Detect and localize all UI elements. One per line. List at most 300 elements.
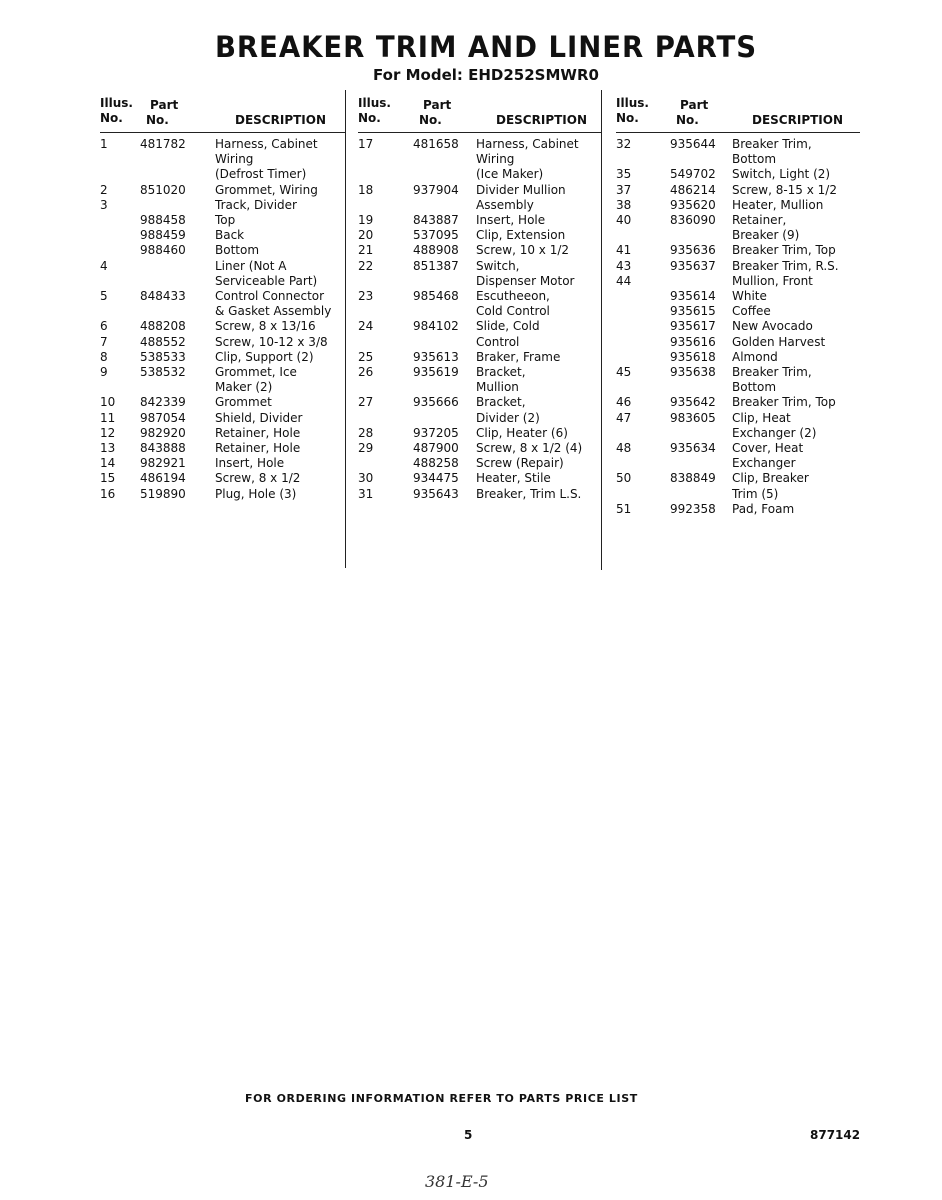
part-description	[215, 426, 300, 441]
part-number: 935620	[670, 197, 716, 212]
table-row	[100, 335, 345, 350]
part-description	[215, 411, 302, 426]
description-line: Screw, 8 x 13/16	[215, 319, 316, 334]
table-row	[100, 228, 345, 243]
part-description	[732, 502, 794, 517]
part-number: 851387	[413, 258, 459, 273]
part-description	[732, 137, 812, 167]
illus-number: 31	[358, 486, 374, 501]
table-row	[100, 487, 345, 502]
part-number: 486194	[140, 471, 186, 486]
description-line: Shield, Divider	[215, 410, 303, 425]
description-line: Clip, Support (2)	[215, 349, 314, 364]
description-line: New Avocado	[732, 319, 813, 334]
illus-number: 47	[616, 410, 632, 425]
part-number: 843887	[413, 213, 459, 228]
table-row	[358, 471, 601, 486]
description-line: Dispenser Motor	[476, 273, 575, 288]
column-header	[100, 96, 345, 133]
part-description	[215, 319, 316, 334]
description-line: Liner (Not A	[215, 258, 287, 273]
description-line: Clip, Heat	[732, 410, 791, 425]
table-row	[616, 350, 860, 365]
part-description	[476, 137, 579, 183]
illus-number: 4	[100, 258, 108, 273]
illus-number: 5	[100, 289, 108, 304]
part-description	[476, 243, 569, 258]
part-description	[215, 350, 314, 365]
part-description	[732, 289, 767, 304]
illus-number: 44	[616, 273, 632, 288]
table-row	[616, 365, 860, 395]
table-row	[616, 304, 860, 319]
part-number: 985468	[413, 289, 459, 304]
part-description	[732, 335, 825, 350]
illus-number: 14	[100, 456, 116, 471]
table-row	[616, 471, 860, 501]
part-number: 838849	[670, 471, 716, 486]
part-description	[732, 441, 803, 471]
illus-number: 13	[100, 441, 116, 456]
table-row	[616, 213, 860, 243]
part-number: 987054	[140, 410, 186, 425]
page-number: 5	[464, 1128, 473, 1142]
illus-number: 1	[100, 137, 108, 151]
parts-column	[100, 96, 345, 502]
description-line: & Gasket Assembly	[215, 304, 332, 319]
part-number: 935616	[670, 334, 716, 349]
part-number: 851020	[140, 182, 186, 197]
table-row	[358, 137, 601, 183]
description-line: Divider Mullion	[476, 182, 566, 197]
model-subtitle: For Model: EHD252SMWR0	[373, 66, 599, 84]
parts-list	[100, 133, 345, 502]
table-row	[100, 365, 345, 395]
part-number: 935617	[670, 319, 716, 334]
illus-number: 23	[358, 289, 374, 304]
description-line: White	[732, 289, 767, 304]
description-line: Screw (Repair)	[476, 456, 564, 471]
description-line: Retainer,	[732, 213, 787, 228]
illus-number: 19	[358, 213, 374, 228]
description-line: Screw, 10 x 1/2	[476, 243, 570, 258]
description-line: Track, Divider	[215, 197, 297, 212]
part-description	[476, 487, 581, 502]
description-header: DESCRIPTION	[235, 113, 327, 127]
part-description	[476, 183, 566, 213]
description-line: Cover, Heat	[732, 441, 804, 456]
description-header: DESCRIPTION	[752, 113, 844, 127]
part-description	[215, 198, 297, 213]
illus-number: 16	[100, 486, 116, 501]
description-line: Harness, Cabinet	[215, 137, 318, 151]
illus-number: 48	[616, 441, 632, 456]
illus-number: 8	[100, 349, 108, 364]
illus-number: 38	[616, 197, 632, 212]
part-number: 935642	[670, 395, 716, 410]
illus-number: 24	[358, 319, 374, 334]
description-line: Mullion	[476, 380, 519, 395]
part-number: 487900	[413, 441, 459, 456]
description-line: Retainer, Hole	[215, 425, 301, 440]
description-line: Control	[476, 334, 520, 349]
table-row	[100, 441, 345, 456]
part-description	[215, 456, 284, 471]
illus-number: 6	[100, 319, 108, 334]
part-number: 984102	[413, 319, 459, 334]
description-line: Almond	[732, 349, 778, 364]
table-row	[616, 167, 860, 182]
parts-column	[358, 96, 601, 502]
table-row	[616, 335, 860, 350]
part-description	[215, 395, 272, 410]
part-number: 488208	[140, 319, 186, 334]
description-line: Screw, 8 x 1/2	[215, 471, 301, 486]
part-description	[215, 441, 300, 456]
description-line: Bottom	[732, 380, 777, 395]
description-line: Clip, Heater (6)	[476, 425, 568, 440]
table-row	[358, 183, 601, 213]
part-header: No.	[419, 113, 442, 127]
column-divider	[601, 90, 602, 570]
part-description	[215, 137, 318, 183]
part-description	[215, 259, 317, 289]
part-number: 935619	[413, 365, 459, 380]
part-number: 988458	[140, 213, 186, 228]
description-line: Heater, Stile	[476, 471, 551, 486]
illus-number: 27	[358, 395, 374, 410]
part-description	[732, 304, 771, 319]
part-number: 836090	[670, 213, 716, 228]
description-header: DESCRIPTION	[496, 113, 588, 127]
description-line: Screw, 8 x 1/2 (4)	[476, 441, 583, 456]
table-row	[616, 289, 860, 304]
description-line: Top	[215, 213, 236, 228]
illus-header: Illus.	[358, 96, 391, 110]
description-line: Plug, Hole (3)	[215, 486, 297, 501]
part-description	[476, 228, 565, 243]
description-line: Harness, Cabinet	[476, 137, 579, 151]
illus-number: 37	[616, 182, 632, 197]
table-row	[358, 395, 601, 425]
handwritten-note: 381-E-5	[425, 1172, 489, 1191]
part-header: Part	[680, 98, 709, 112]
part-number: 488908	[413, 243, 459, 258]
illus-number: 18	[358, 182, 374, 197]
description-line: Switch,	[476, 258, 520, 273]
part-number	[140, 198, 215, 213]
parts-column	[616, 96, 860, 517]
table-row	[616, 183, 860, 198]
table-row	[100, 243, 345, 258]
column-header	[358, 96, 601, 133]
part-number: 538532	[140, 365, 186, 380]
illus-number	[616, 350, 670, 365]
part-description	[732, 198, 823, 213]
illus-header: Illus.	[616, 96, 649, 110]
illus-number: 30	[358, 471, 374, 486]
illus-number: 25	[358, 349, 374, 364]
description-line: (Ice Maker)	[476, 167, 544, 182]
description-line: Insert, Hole	[215, 456, 285, 471]
description-line: Switch, Light (2)	[732, 167, 831, 182]
part-number: 937205	[413, 425, 459, 440]
part-number: 992358	[670, 501, 716, 516]
description-line: Exchanger (2)	[732, 425, 817, 440]
illus-number: 50	[616, 471, 632, 486]
table-row	[100, 198, 345, 213]
page-title: BREAKER TRIM AND LINER PARTS	[214, 30, 758, 64]
illus-number: 12	[100, 425, 116, 440]
illus-header: No.	[616, 111, 639, 125]
part-description	[732, 243, 836, 258]
table-row	[100, 456, 345, 471]
part-description	[215, 335, 328, 350]
part-number: 537095	[413, 228, 459, 243]
part-description	[732, 365, 812, 395]
description-line: Pad, Foam	[732, 501, 795, 516]
table-row	[616, 259, 860, 274]
part-number: 481782	[140, 137, 186, 151]
illus-number	[616, 304, 670, 319]
column-header	[616, 96, 860, 133]
table-row	[358, 350, 601, 365]
description-line: Cold Control	[476, 304, 550, 319]
illus-header: No.	[358, 111, 381, 125]
description-line: Exchanger	[732, 456, 796, 471]
part-header: No.	[676, 113, 699, 127]
part-number: 549702	[670, 167, 716, 182]
illus-number: 46	[616, 395, 632, 410]
table-row	[616, 137, 860, 167]
illus-number	[616, 319, 670, 334]
parts-list	[616, 133, 860, 517]
part-description	[476, 456, 564, 471]
document-number: 877142	[810, 1128, 861, 1142]
part-header: Part	[150, 98, 179, 112]
illus-number: 35	[616, 167, 632, 182]
description-line: Coffee	[732, 304, 771, 319]
illus-number: 22	[358, 258, 374, 273]
part-description	[732, 319, 813, 334]
description-line: Maker (2)	[215, 380, 273, 395]
table-row	[358, 441, 601, 456]
illus-number: 26	[358, 365, 374, 380]
illus-number: 41	[616, 243, 632, 258]
part-number: 488258	[413, 456, 459, 471]
description-line: Grommet, Wiring	[215, 182, 318, 197]
illus-number: 43	[616, 258, 632, 273]
table-row	[616, 319, 860, 334]
part-number: 983605	[670, 410, 716, 425]
part-description	[732, 411, 816, 441]
part-number: 937904	[413, 182, 459, 197]
part-description	[476, 350, 560, 365]
part-description	[215, 228, 244, 243]
illus-number: 29	[358, 441, 374, 456]
description-line: Assembly	[476, 197, 534, 212]
description-line: Serviceable Part)	[215, 273, 318, 288]
illus-number: 9	[100, 365, 108, 380]
description-line: Breaker (9)	[732, 228, 800, 243]
part-number: 935634	[670, 441, 716, 456]
part-description	[215, 487, 296, 502]
illus-number: 2	[100, 182, 108, 197]
illus-number: 15	[100, 471, 116, 486]
table-row	[616, 411, 860, 441]
table-row	[616, 198, 860, 213]
description-line: Golden Harvest	[732, 334, 826, 349]
illus-number	[616, 289, 670, 304]
part-number: 488552	[140, 334, 186, 349]
description-line: (Defrost Timer)	[215, 167, 307, 182]
description-line: Slide, Cold	[476, 319, 540, 334]
table-row	[358, 456, 601, 471]
illus-number: 32	[616, 137, 632, 151]
description-line: Bracket,	[476, 365, 526, 380]
part-description	[476, 395, 540, 425]
part-number: 538533	[140, 349, 186, 364]
part-number: 848433	[140, 289, 186, 304]
description-line: Clip, Extension	[476, 228, 566, 243]
table-row	[358, 228, 601, 243]
part-description	[215, 471, 300, 486]
table-row	[100, 137, 345, 183]
table-row	[358, 365, 601, 395]
table-row	[616, 502, 860, 517]
part-number: 935644	[670, 137, 716, 151]
table-row	[616, 395, 860, 410]
table-row	[616, 274, 860, 289]
illus-number: 28	[358, 425, 374, 440]
description-line: Breaker Trim,	[732, 137, 812, 151]
part-number: 935614	[670, 289, 716, 304]
description-line: Braker, Frame	[476, 349, 561, 364]
table-row	[100, 213, 345, 228]
table-row	[100, 426, 345, 441]
part-description	[732, 167, 830, 182]
table-row	[100, 183, 345, 198]
description-line: Escutheeon,	[476, 289, 550, 304]
description-line: Retainer, Hole	[215, 441, 301, 456]
part-description	[732, 213, 799, 243]
table-row	[616, 243, 860, 258]
parts-list	[358, 133, 601, 502]
description-line: Bracket,	[476, 395, 526, 410]
part-number: 481658	[413, 137, 459, 151]
description-line: Heater, Mullion	[732, 197, 824, 212]
description-line: Back	[215, 228, 245, 243]
illus-number	[616, 335, 670, 350]
part-description	[732, 395, 836, 410]
illus-number: 11	[100, 410, 116, 425]
description-line: Grommet	[215, 395, 272, 410]
table-row	[100, 289, 345, 319]
part-description	[476, 319, 540, 349]
part-number: 486214	[670, 182, 716, 197]
illus-number: 20	[358, 228, 374, 243]
description-line: Bottom	[215, 243, 260, 258]
description-line: Breaker, Trim L.S.	[476, 486, 582, 501]
illus-number: 45	[616, 365, 632, 380]
part-description	[215, 243, 259, 258]
table-row	[358, 319, 601, 349]
part-description	[476, 259, 575, 289]
table-row	[358, 259, 601, 289]
part-description	[215, 289, 331, 319]
description-line: Breaker Trim, Top	[732, 243, 836, 258]
table-row	[100, 319, 345, 334]
illus-number: 3	[100, 197, 108, 212]
part-description	[476, 471, 551, 486]
part-number: 982921	[140, 456, 186, 471]
part-number: 935636	[670, 243, 716, 258]
description-line: Mullion, Front	[732, 273, 813, 288]
part-description	[476, 426, 568, 441]
part-description	[732, 471, 809, 501]
part-description	[215, 183, 318, 198]
table-row	[358, 426, 601, 441]
part-description	[476, 289, 550, 319]
part-description	[215, 365, 297, 395]
description-line: Trim (5)	[732, 486, 779, 501]
description-line: Screw, 10-12 x 3/8	[215, 334, 328, 349]
table-row	[358, 213, 601, 228]
column-divider	[345, 90, 346, 568]
description-line: Clip, Breaker	[732, 471, 809, 486]
part-description	[215, 213, 235, 228]
table-row	[100, 350, 345, 365]
description-line: Insert, Hole	[476, 213, 546, 228]
part-number: 935637	[670, 258, 716, 273]
part-number: 935643	[413, 486, 459, 501]
description-line: Breaker Trim, Top	[732, 395, 836, 410]
illus-header: Illus.	[100, 96, 133, 110]
part-number: 988459	[140, 228, 186, 243]
part-header: No.	[146, 113, 169, 127]
illus-number: 40	[616, 213, 632, 228]
description-line: Grommet, Ice	[215, 365, 297, 380]
part-description	[732, 259, 839, 274]
description-line: Breaker Trim,	[732, 365, 812, 380]
part-header: Part	[423, 98, 452, 112]
part-description	[732, 183, 837, 198]
description-line: Divider (2)	[476, 410, 540, 425]
part-number: 935666	[413, 395, 459, 410]
part-number	[670, 274, 732, 289]
description-line: Breaker Trim, R.S.	[732, 258, 839, 273]
part-number: 935638	[670, 365, 716, 380]
part-description	[732, 350, 778, 365]
description-line: Control Connector	[215, 289, 325, 304]
table-row	[100, 471, 345, 486]
illus-number: 21	[358, 243, 374, 258]
part-number: 988460	[140, 243, 186, 258]
part-number: 935613	[413, 349, 459, 364]
part-number: 935615	[670, 304, 716, 319]
part-description	[476, 213, 545, 228]
illus-number	[358, 456, 413, 471]
part-number: 934475	[413, 471, 459, 486]
illus-number	[100, 228, 140, 243]
table-row	[100, 395, 345, 410]
part-number: 842339	[140, 395, 186, 410]
part-description	[476, 365, 526, 395]
ordering-info-footer: FOR ORDERING INFORMATION REFER TO PARTS PRICE LIST	[245, 1092, 638, 1105]
table-row	[616, 441, 860, 471]
illus-number: 7	[100, 334, 108, 349]
illus-number: 51	[616, 501, 632, 516]
